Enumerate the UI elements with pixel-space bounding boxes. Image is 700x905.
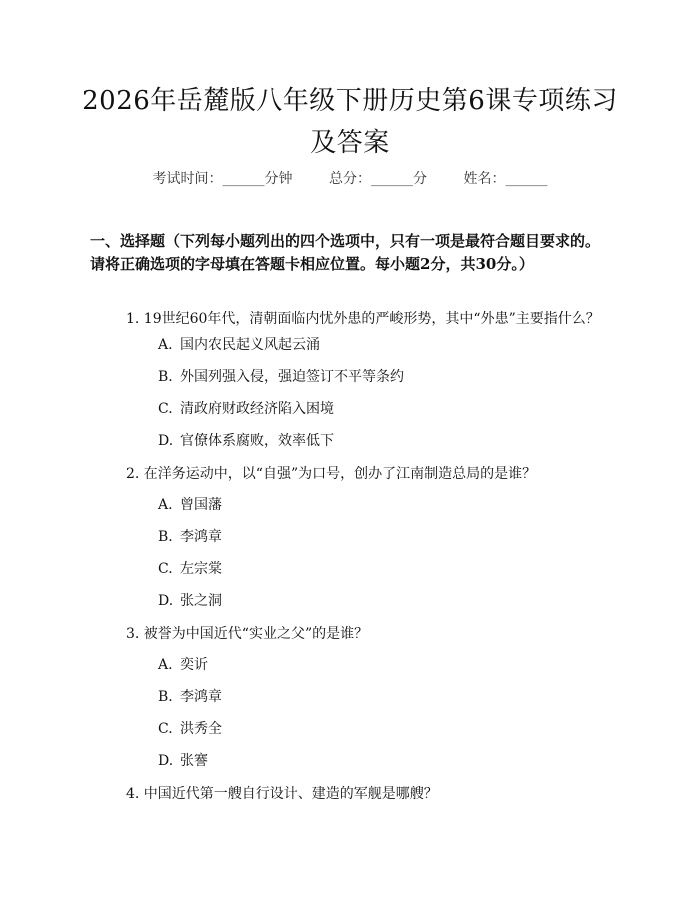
- option-3d: [158, 750, 208, 770]
- question-1: [90, 307, 610, 332]
- option-2b: [158, 526, 222, 546]
- question-3: [90, 622, 610, 647]
- option-letter: B.: [158, 689, 173, 705]
- question-4: [90, 782, 610, 807]
- section-header: 一、选择题（下列每小题列出的四个选项中，只有一项是最符合题目要求的。请将正确选项的字母填在答题卡相应位置。每小题2分，共30分。）: [90, 232, 601, 273]
- option-letter: C.: [158, 561, 173, 577]
- question-text: 3. 被誉为中国近代“实业之父”的是谁？: [126, 626, 369, 642]
- option-1b: [158, 366, 404, 386]
- option-3c: [158, 718, 222, 738]
- total-score-field: 总分：______分: [329, 171, 427, 187]
- option-2a: [158, 494, 222, 514]
- option-text: 清政府财政经济陷入困境: [180, 401, 334, 417]
- option-1a: [158, 334, 320, 354]
- option-text: 曾国藩: [180, 497, 222, 513]
- option-text: 李鸿章: [180, 689, 222, 705]
- option-letter: A.: [158, 657, 173, 673]
- option-3b: [158, 686, 222, 706]
- option-text: 国内农民起义风起云涌: [180, 337, 320, 353]
- option-text: 李鸿章: [180, 529, 222, 545]
- option-letter: D.: [158, 593, 174, 609]
- page-title: 2026年岳麓版八年级下册历史第6课专项练习及答案: [82, 86, 618, 158]
- option-text: 洪秀全: [180, 721, 222, 737]
- question-text: 1. 19世纪60年代，清朝面临内忧外患的严峻形势，其中“外患”主要指什么？: [126, 311, 600, 327]
- option-2d: [158, 590, 222, 610]
- option-2c: [158, 558, 222, 578]
- option-1d: [158, 430, 334, 450]
- option-text: 外国列强入侵，强迫签订不平等条约: [180, 369, 404, 385]
- option-letter: D.: [158, 433, 174, 449]
- option-text: 官僚体系腐败，效率低下: [180, 433, 334, 449]
- option-3a: [158, 654, 208, 674]
- option-letter: A.: [158, 497, 173, 513]
- exam-info-line: [0, 168, 700, 188]
- question-text: 2. 在洋务运动中，以“自强”为口号，创办了江南制造总局的是谁？: [126, 466, 537, 482]
- question-text: 4. 中国近代第一艘自行设计、建造的军舰是哪艘？: [126, 786, 438, 802]
- option-letter: C.: [158, 401, 173, 417]
- option-letter: C.: [158, 721, 173, 737]
- question-2: [90, 462, 610, 487]
- option-1c: [158, 398, 334, 418]
- option-text: 奕䜣: [180, 657, 208, 673]
- option-text: 张謇: [180, 753, 208, 769]
- option-letter: B.: [158, 529, 173, 545]
- exam-time-field: 考试时间：______分钟: [152, 171, 293, 187]
- option-letter: B.: [158, 369, 173, 385]
- option-text: 张之洞: [180, 593, 222, 609]
- option-text: 左宗棠: [180, 561, 222, 577]
- name-field: 姓名：______: [463, 171, 548, 187]
- option-letter: D.: [158, 753, 174, 769]
- option-letter: A.: [158, 337, 173, 353]
